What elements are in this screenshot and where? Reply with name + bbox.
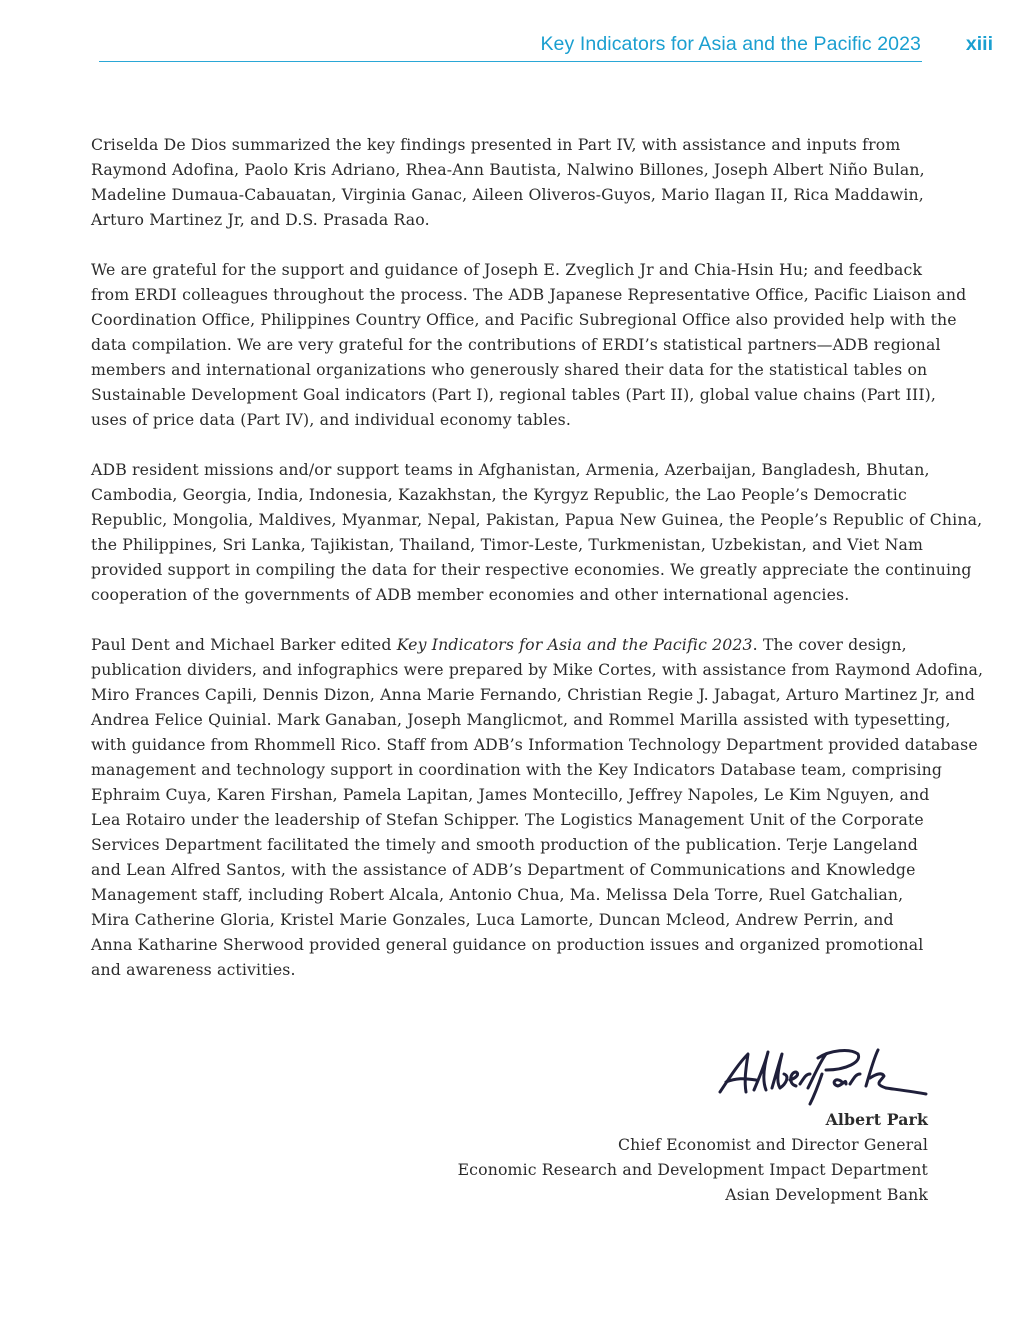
signature-image (710, 1040, 932, 1110)
paragraph-key-findings (91, 132, 936, 232)
text-line: Services Department facilitated the timely and smooth production of the publication. Terje Langeland (91, 835, 918, 854)
page-number: xiii (965, 33, 993, 55)
text-line: Raymond Adofina, Paolo Kris Adriano, Rhea-Ann Bautista, Nalwino Billones, Joseph Albert Niño Bulan, (91, 160, 925, 179)
text-line: provided support in compiling the data for their respective economies. We greatly appreciate the continuing (91, 560, 972, 579)
text-line (91, 632, 936, 657)
text-line: Lea Rotairo under the leadership of Stefan Schipper. The Logistics Management Unit of the Corporate (91, 810, 924, 829)
header-rule (99, 61, 922, 62)
text-fragment: . The cover design, (752, 635, 907, 654)
text-line: with guidance from Rhommell Rico. Staff from ADB’s Information Technology Department provided database (91, 735, 978, 754)
text-line: Cambodia, Georgia, India, Indonesia, Kazakhstan, the Kyrgyz Republic, the Lao People’s Democratic (91, 485, 907, 504)
signatory-name: Albert Park (825, 1110, 928, 1129)
signatory-block (428, 1107, 928, 1207)
text-line: Andrea Felice Quinial. Mark Ganaban, Joseph Manglicmot, and Rommel Marilla assisted with typesetting, (91, 710, 951, 729)
publication-title-italic: Key Indicators for Asia and the Pacific 2023 (396, 635, 753, 654)
text-fragment: Paul Dent and Michael Barker edited (91, 635, 397, 654)
text-line: Miro Frances Capili, Dennis Dizon, Anna Marie Fernando, Christian Regie J. Jabagat, Arturo Martinez Jr, and (91, 685, 976, 704)
text-line: Mira Catherine Gloria, Kristel Marie Gonzales, Luca Lamorte, Duncan Mcleod, Andrew Perrin, and (91, 910, 894, 929)
running-header-title: Key Indicators for Asia and the Pacific 2023 (540, 33, 921, 55)
text-line: Sustainable Development Goal indicators (Part I), regional tables (Part II), global value chains (Part III), (91, 385, 937, 404)
text-line: Republic, Mongolia, Maldives, Myanmar, Nepal, Pakistan, Papua New Guinea, the People’s Republic of China, (91, 510, 983, 529)
text-line: members and international organizations who generously shared their data for the statistical tables on (91, 360, 928, 379)
text-line: cooperation of the governments of ADB member economies and other international agencies. (91, 585, 850, 604)
text-line: Criselda De Dios summarized the key findings presented in Part IV, with assistance and inputs from (91, 135, 901, 154)
text-line: Coordination Office, Philippines Country Office, and Pacific Subregional Office also provided help with the (91, 310, 957, 329)
text-line: and awareness activities. (91, 960, 296, 979)
text-line: the Philippines, Sri Lanka, Tajikistan, Thailand, Timor-Leste, Turkmenistan, Uzbekistan, and Viet Nam (91, 535, 923, 554)
text-line: management and technology support in coordination with the Key Indicators Database team, comprising (91, 760, 943, 779)
text-line: uses of price data (Part IV), and individual economy tables. (91, 410, 571, 429)
text-line: Anna Katharine Sherwood provided general guidance on production issues and organized promotional (91, 935, 924, 954)
signatory-title: Chief Economist and Director General (617, 1135, 928, 1154)
text-line: ADB resident missions and/or support teams in Afghanistan, Armenia, Azerbaijan, Bangladesh, Bhutan, (91, 460, 930, 479)
text-line: data compilation. We are very grateful for the contributions of ERDI’s statistical partners—ADB regional (91, 335, 941, 354)
signatory-department: Economic Research and Development Impact Department (457, 1160, 928, 1179)
paragraph-resident-missions (91, 457, 983, 607)
text-line: publication dividers, and infographics were prepared by Mike Cortes, with assistance from Raymond Adofina, (91, 660, 984, 679)
text-line: Arturo Martinez Jr, and D.S. Prasada Rao. (91, 210, 430, 229)
paragraph-gratitude (91, 257, 967, 432)
text-line: We are grateful for the support and guidance of Joseph E. Zveglich Jr and Chia-Hsin Hu; and feedback (91, 260, 923, 279)
text-line: Madeline Dumaua-Cabauatan, Virginia Ganac, Aileen Oliveros-Guyos, Mario Ilagan II, Rica Maddawin, (91, 185, 924, 204)
text-line: and Lean Alfred Santos, with the assistance of ADB’s Department of Communications and Knowledge (91, 860, 916, 879)
text-line: Management staff, including Robert Alcala, Antonio Chua, Ma. Melissa Dela Torre, Ruel Gatchalian, (91, 885, 904, 904)
paragraph-production (91, 632, 984, 982)
acknowledgments-body (91, 132, 984, 1007)
signatory-organization: Asian Development Bank (725, 1185, 928, 1204)
text-line: Ephraim Cuya, Karen Firshan, Pamela Lapitan, James Montecillo, Jeffrey Napoles, Le Kim Nguyen, and (91, 785, 930, 804)
text-line: from ERDI colleagues throughout the process. The ADB Japanese Representative Office, Pacific Liaison and (91, 285, 967, 304)
